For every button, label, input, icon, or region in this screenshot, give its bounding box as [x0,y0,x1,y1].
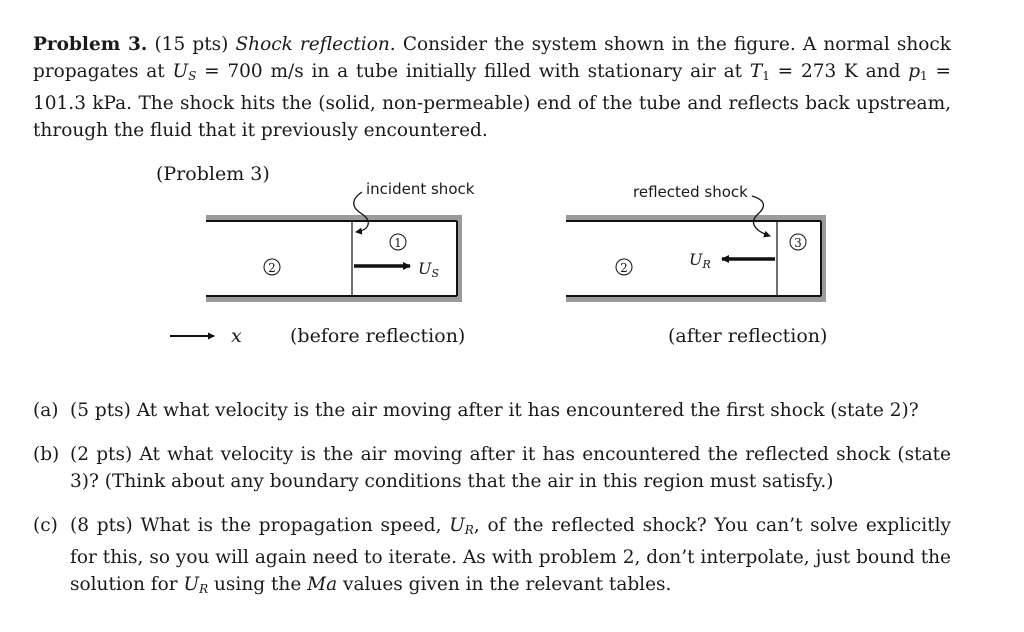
statement-sentence-1: Consider the system shown in the figure. A normal shock propagates at [33,34,951,82]
tube-bottom-wall [206,297,462,302]
t1-symbol: T [749,61,763,82]
state-1-label: 1 [394,236,402,250]
figure-caption: (Problem 3) [156,163,270,185]
question-b-text: (2 pts) At what velocity is the air moving after it has encountered the reflected shock (state 3)? (Think about any boundary conditions that the air in this region must satisfy.) [70,444,951,492]
question-b [33,441,951,495]
tube-top-wall [566,215,826,220]
after-reflection-caption: (after reflection) [668,325,828,347]
us-value: = 700 m/s in a tube initially filled with stationary air at [204,61,743,82]
x-axis-symbol: x [231,325,242,347]
p1-symbol: p [908,61,921,82]
state-2-label-left: 2 [268,261,276,275]
question-c-tag: (c) [33,515,58,536]
shock-reflection-figure [0,150,1024,360]
tube-bottom-wall [566,297,826,302]
tube-before-reflection [206,180,475,347]
state-2-label-right: 2 [620,261,628,275]
t1-subscript: 1 [762,69,770,83]
p1-subscript: 1 [920,69,928,83]
ur-symbol-2: U [183,574,200,595]
us-arrow-label: US [418,259,440,280]
question-a-tag: (a) [33,400,59,421]
problem-points: (15 pts) [154,34,229,55]
state-3-label: 3 [794,236,802,250]
problem-label: Problem 3. [33,34,148,55]
p1-value: = 101.3 kPa. [33,61,951,114]
question-a-text: (5 pts) At what velocity is the air moving after it has encountered the first shock (state 2)? [70,400,919,421]
statement-sentence-2: The shock hits the (solid, non-permeable) end of the tube and reflects back upstream, through the fluid that it previously encountered. [33,93,951,141]
incident-shock-pointer [354,192,369,232]
question-c-text: (8 pts) What is the propagation speed, $U_R$, of the reflected shock? You can’t solve explicitly for this, so you will again need to iterate. As with problem 2, don’t interpolate, just bound the solution for $U_R$ using the Ma values given in the relevant tables. [70,515,951,596]
before-reflection-caption: (before reflection) [290,325,466,347]
incident-shock-label: incident shock [366,180,475,198]
t1-value: = 273 K and [777,61,901,82]
problem-statement [33,31,951,144]
question-c [33,512,951,603]
problem-title: Shock reflection. [235,34,396,55]
ma-symbol: Ma [307,574,338,595]
ur-arrow-label: UR [689,250,711,271]
tube-top-wall [206,215,462,220]
reflected-shock-label: reflected shock [633,183,748,201]
tube-after-reflection [566,183,827,347]
question-a [33,397,951,424]
us-subscript: S [188,69,197,83]
us-symbol: U [172,61,189,82]
question-b-tag: (b) [33,444,60,465]
ur-symbol: U [449,515,465,536]
